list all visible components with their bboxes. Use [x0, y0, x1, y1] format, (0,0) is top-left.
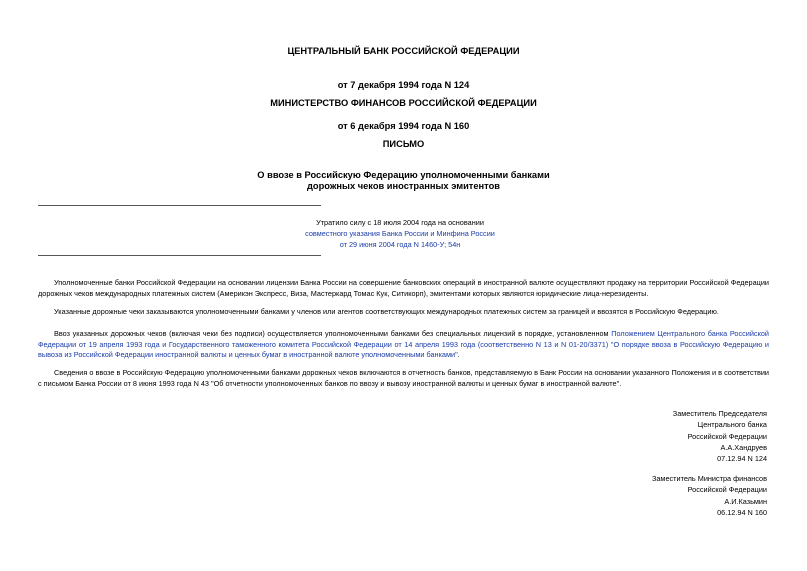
- repeal-note: Утратило силу с 18 июля 2004 года на основании: [316, 218, 484, 227]
- paragraph-1-text: Уполномоченные банки Российской Федерации на основании лицензии Банка России на совершение банковских операций в иностранной валюте осуществляют продажу на территории Российской Федерации дорожных чеков международных платежных систем (Америкэн Экспресс, Виза, Мастеркард Томас Кук, Ситикорп), эмитентами которых являются юридические лица-нерезиденты.: [38, 278, 769, 298]
- signature-bank-country: Российской Федерации: [687, 431, 767, 441]
- regulation-link[interactable]: Положением Центрального банка Российской Федерации от 19 апреля 1993 года и Государственного таможенного комитета Российской Федерации от 14 апреля 1993 года (соответственно N 13 и N 01-20/3371) "О порядке ввоза в Российскую Федерацию и вывоза из Российской Федерации иностранной валюты и ценных бумаг в иностранной валюте уполномоченными банками": [38, 329, 769, 360]
- signature-ministry-name: А.И.Казьмин: [724, 496, 767, 506]
- paragraph-2: [38, 307, 769, 318]
- signature-ministry-ref: 06.12.94 N 160: [717, 507, 767, 517]
- ministry-date-number: от 6 декабря 1994 года N 160: [337, 121, 470, 131]
- signature-bank-ref: 07.12.94 N 124: [717, 454, 767, 464]
- repeal-link-line1[interactable]: совместного указания Банка России и Минфина России: [305, 229, 495, 238]
- paragraph-3-end: .: [457, 350, 460, 360]
- signature-ministry: [652, 473, 767, 518]
- paragraph-3: [38, 329, 769, 361]
- signature-bank-org: Центрального банка: [697, 420, 767, 430]
- repeal-link-line2[interactable]: от 29 июня 2004 года N 1460-У; 54н: [339, 240, 461, 249]
- bank-date-number: от 7 декабря 1994 года N 124: [337, 80, 470, 90]
- signature-bank-name: А.А.Хандруев: [720, 442, 767, 452]
- document-title-line2: дорожных чеков иностранных эмитентов: [307, 181, 500, 191]
- signature-bank: [673, 408, 767, 464]
- paragraph-4: [38, 368, 769, 389]
- paragraph-1: [38, 278, 769, 299]
- divider-top: [38, 205, 321, 206]
- signature-bank-position: Заместитель Председателя: [672, 409, 767, 418]
- signature-ministry-position: Заместитель Министра финансов: [651, 474, 767, 483]
- divider-bottom: [38, 255, 321, 256]
- issuer-bank: ЦЕНТРАЛЬНЫЙ БАНК РОССИЙСКОЙ ФЕДЕРАЦИИ: [287, 46, 520, 56]
- document-type: ПИСЬМО: [382, 139, 425, 149]
- paragraph-3-text: Ввоз указанных дорожных чеков (включая чеки без подписи) осуществляется уполномоченными банками без специальных лицензий в порядке, установленном: [54, 329, 609, 338]
- signature-ministry-country: Российской Федерации: [687, 485, 767, 495]
- issuer-ministry: МИНИСТЕРСТВО ФИНАНСОВ РОССИЙСКОЙ ФЕДЕРАЦИИ: [270, 98, 537, 108]
- paragraph-4-text: Сведения о ввозе в Российскую Федерацию уполномоченными банками дорожных чеков включаются в отчетность банков, представляемую в Банк России на основании указанного Положения и в соответствии с письмом Банка России от 8 июня 1993 года N 43 "Об отчетности уполномоченных банков по ввозу и вывозу иностранной валюты и ценных бумаг в иностранной валюте".: [38, 368, 769, 388]
- paragraph-2-text: Указанные дорожные чеки заказываются уполномоченными банками у членов или агентов соответствующих международных платежных систем за границей и ввозятся в Российскую Федерацию.: [54, 307, 719, 316]
- document-title-line1: О ввозе в Российскую Федерацию уполномоченными банками: [257, 170, 550, 180]
